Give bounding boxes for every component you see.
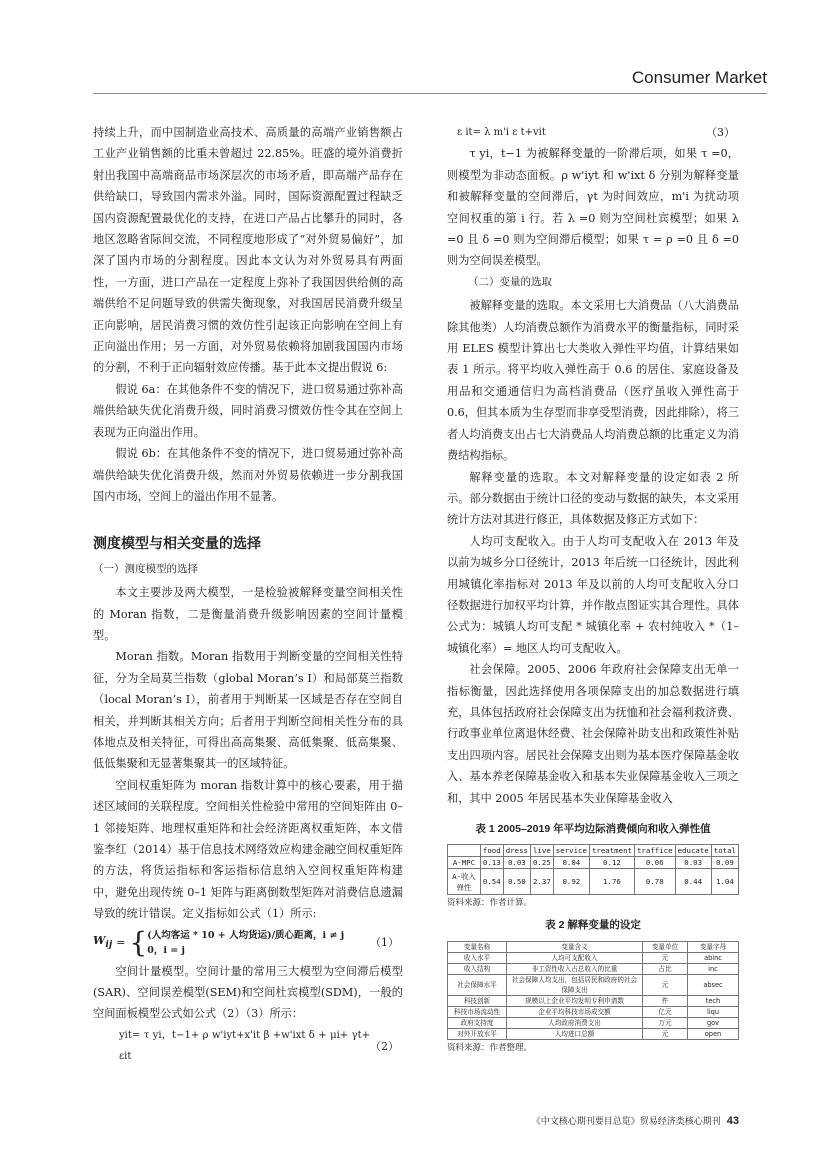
paragraph: 被解释变量的选取。本文采用七大消费品（八大消费品除其他类）人均消费总额作为消费水平的衡量指标，同时采用 ELES 模型计算出七大类收入弹性平均值，计算结果如表 1 所示。将平均收入弹性高于 0.6 的居住、家庭设备及用品和交通通信归为高档消费品（医疗虽收入弹性高于 0.6，但其本质为生存型而非享受型消费，因此排除），将三者人均消费支出占七大消费品人均消费总额的比重定义为消费结构指标。 bbox=[447, 299, 739, 463]
running-header: Consumer Market bbox=[631, 68, 767, 87]
table-cell: liqu bbox=[688, 1006, 739, 1017]
table-cell: 对外开放水平 bbox=[448, 1028, 507, 1039]
table-cell: 非工资性收入占总收入的比重 bbox=[507, 963, 643, 974]
table-1 bbox=[447, 844, 739, 895]
formula-3 bbox=[447, 122, 739, 143]
table-cell: 人均政府消费支出 bbox=[507, 1017, 643, 1028]
table-header-cell bbox=[448, 845, 481, 857]
table-row bbox=[448, 995, 739, 1006]
page-number: 43 bbox=[726, 1115, 739, 1127]
table-header-cell: 变量单位 bbox=[643, 941, 688, 952]
table-cell: 收入水平 bbox=[448, 952, 507, 963]
table-row bbox=[448, 1006, 739, 1017]
table-cell: tech bbox=[688, 995, 739, 1006]
section-title: 测度模型与相关变量的选择 bbox=[93, 535, 261, 552]
formula-number: （3） bbox=[706, 126, 735, 139]
table-cell: 0.92 bbox=[553, 869, 589, 895]
paragraph: 假说 6b：在其他条件不变的情况下，进口贸易通过弥补高端供给缺失优化消费升级，然而对外贸易依赖进一步分割我国国内市场，空间上的溢出作用不显著。 bbox=[93, 447, 403, 503]
table-cell: A-收入弹性 bbox=[448, 869, 481, 895]
table-header-cell: 变量含义 bbox=[507, 941, 643, 952]
paragraph: 空间计量模型。空间计量的常用三大模型为空间滞后模型(SAR)、空间误差模型(SEM)和空间杜宾模型(SDM)，一般的空间面板模型公式如公式（2）（3）所示： bbox=[93, 964, 403, 1021]
paragraph: 解释变量的选取。本文对解释变量的设定如表 2 所示。部分数据由于统计口径的变动与数据的缺失，本文采用统计方法对其进行修正，具体数据及修正方式如下： bbox=[447, 470, 739, 527]
paragraph: Moran 指数。Moran 指数用于判断变量的空间相关性特征，分为全局莫兰指数（global Moran’s Ⅰ）和局部莫兰指数（local Moran’s Ⅰ），前者用于判断某一区域是否存在空间自相关，并判断其相关方向；后者用于判断空间相关性分布的具体地点及相关特征，可得出高高集聚、高低集聚、低高集聚、低低集聚和无显著集聚其一的区域特征。 bbox=[93, 650, 403, 771]
table-cell: 0.04 bbox=[553, 857, 589, 869]
paragraph: τ yi，t−1 为被解释变量的一阶滞后项，如果 τ =0，则模型为非动态面板。ρ w'iyt 和 w'ixt δ 分别为解释变量和被解释变量的空间滞后，γt 为时间效应，m'i 为扰动项空间权重的第 i 行。若 λ =0 则为空间杜宾模型；如果 λ =0 且 δ =0 则为空间滞后模型；如果 τ = ρ =0 且 δ =0 则为空间误差模型。 bbox=[447, 147, 739, 268]
table-row bbox=[448, 857, 739, 869]
table-header-cell: 变量字母 bbox=[688, 941, 739, 952]
table-cell: 0.50 bbox=[503, 869, 530, 895]
left-column bbox=[93, 122, 403, 1068]
table-cell: A-MPC bbox=[448, 857, 481, 869]
right-column bbox=[447, 122, 739, 1060]
table-cell: 0.54 bbox=[480, 869, 503, 895]
paragraph: 假说 6a：在其他条件不变的情况下，进口贸易通过弥补高端供给缺失优化消费升级，同时消费习惯效仿性令其在空间上表现为正向溢出作用。 bbox=[93, 382, 403, 439]
table-cell: 收入结构 bbox=[448, 963, 507, 974]
page-footer bbox=[532, 1114, 739, 1127]
table-cell: 0.78 bbox=[634, 869, 675, 895]
table-cell: 0.12 bbox=[589, 857, 634, 869]
paragraph: 人均可支配收入。由于人均可支配收入在 2013 年及以前为城乡分口径统计，2013 年后统一口径统计，因此利用城镇化率指标对 2013 年及以前的人均可支配收入分口径数据进行加权平均计算，并作散点图证实其合理性。具体公式为：城镇人均可支配 * 城镇化率 + 农村纯收入 *（1–城镇化率）= 地区人均可支配收入。 bbox=[447, 534, 739, 655]
table-header-cell: total bbox=[711, 845, 738, 857]
table-cell: 社会保障水平 bbox=[448, 974, 507, 995]
table-cell: 1.76 bbox=[589, 869, 634, 895]
table-cell: 企业平均科技市场成交额 bbox=[507, 1006, 643, 1017]
formula-lhs: $W_{ij}$ bbox=[93, 934, 113, 951]
table-cell: 社会保障人均支出，包括居民和政府的社会保障支出 bbox=[507, 974, 643, 995]
table-header-row bbox=[448, 845, 739, 857]
table-cell: inc bbox=[688, 963, 739, 974]
table-cell: 1.04 bbox=[711, 869, 738, 895]
table-cell: 2.37 bbox=[530, 869, 553, 895]
journal-name: 《中文核心期刊要目总览》贸易经济类核心期刊 bbox=[531, 1116, 721, 1126]
table-cell: gov bbox=[688, 1017, 739, 1028]
subsection-heading: （二）变量的选取 bbox=[468, 275, 552, 288]
table-cell: 科技市场流动性 bbox=[448, 1006, 507, 1017]
paragraph: 空间权重矩阵为 moran 指数计算中的核心要素，用于描述区域间的关联程度。空间相关性检验中常用的空间矩阵由 0–1 邻接矩阵、地理权重矩阵和社会经济距离权重矩阵，本文借鉴李红（2014）基于信息技术网络效应构建金融空间权重矩阵的方法，将货运指标和客运指标信息纳入空间权重矩阵构建中，避免出现传统 0–1 矩阵与距离倒数型矩阵对消费信息遗漏导致的统计错误。定义指标如公式（1）所示: bbox=[93, 778, 403, 921]
formula-number: （1） bbox=[370, 936, 399, 950]
table-header-cell: dress bbox=[503, 845, 530, 857]
table-cell: 人均进口总额 bbox=[507, 1028, 643, 1039]
table-cell: 元 bbox=[643, 952, 688, 963]
table-cell: 占比 bbox=[643, 963, 688, 974]
table-row bbox=[448, 974, 739, 995]
table-row bbox=[448, 952, 739, 963]
table-cell: 元 bbox=[643, 974, 688, 995]
formula-2 bbox=[93, 1025, 403, 1068]
table-header-cell: educate bbox=[675, 845, 711, 857]
formula-1: $W_{ij}$ = { (人均客运 * 10 + 人均货运)/质心距离，i ≠ j 0，i = j （1） bbox=[93, 925, 403, 961]
table-header-cell: service bbox=[553, 845, 589, 857]
table-1-title: 表 1 2005–2019 年平均边际消费倾向和收入弹性值 bbox=[475, 823, 711, 835]
table-header-cell: 变量名称 bbox=[448, 941, 507, 952]
table-cell: abinc bbox=[688, 952, 739, 963]
table-row bbox=[448, 1017, 739, 1028]
table-row bbox=[448, 963, 739, 974]
table-cell: 规模以上企业平均发明专利申请数 bbox=[507, 995, 643, 1006]
subsection-heading: （一）测度模型的选择 bbox=[93, 562, 198, 575]
table-cell: 万元 bbox=[643, 1017, 688, 1028]
table-row bbox=[448, 1028, 739, 1039]
table-cell: absec bbox=[688, 974, 739, 995]
formula-number: （2） bbox=[370, 1039, 399, 1053]
table-cell: 科技创新 bbox=[448, 995, 507, 1006]
table-2-title: 表 2 解释变量的设定 bbox=[545, 919, 641, 932]
paragraph: 持续上升，而中国制造业高技术、高质量的高端产业销售额占工业产业销售额的比重未曾超过 22.85%。旺盛的境外消费折射出我国中高端商品市场深层次的市场矛盾，即高端产品存在供给缺口，导致国内需求外溢。同时，国际资源配置过程缺乏国内资源配置最优化的支持，在进口产品占比攀升的同时，各地区忽略省际间交流，不同程度地形成了“对外贸易偏好”，加深了国内市场的分割程度。因此本文认为对外贸易具有两面性，一方面，进口产品在一定程度上弥补了我国因供给侧的高端供给不足问题导致的供需失衡现象，对我国居民消费升级呈正向影响，居民消费习惯的效仿性引起该正向影响在空间上有正向溢出作用；另一方面，对外贸易依赖将加剧我国国内市场的分割，不利于正向辐射效应传播。基于此本文提出假说 6: bbox=[93, 126, 403, 375]
table-header-cell: live bbox=[530, 845, 553, 857]
table-cell: 件 bbox=[643, 995, 688, 1006]
table-cell: 0.09 bbox=[711, 857, 738, 869]
formula-body: yit= τ yi，t−1+ ρ w'iyt+x'it β +w'ixt δ + μi+ γt+ εit bbox=[119, 1029, 370, 1063]
formula-case: 0，i = j bbox=[147, 944, 185, 956]
table-cell: 0.25 bbox=[530, 857, 553, 869]
table-1-source: 资料来源：作者计算。 bbox=[447, 898, 533, 909]
paragraph: 本文主要涉及两大模型，一是检验被解释变量空间相关性的 Moran 指数，二是衡量消费升级影响因素的空间计量模型。 bbox=[93, 586, 403, 642]
table-cell: 元 bbox=[643, 1028, 688, 1039]
table-cell: 人均可支配收入 bbox=[507, 952, 643, 963]
formula-case: (人均客运 * 10 + 人均货运)/质心距离，i ≠ j bbox=[147, 929, 345, 941]
table-header-row bbox=[448, 941, 739, 952]
header-rule bbox=[93, 93, 767, 94]
table-cell: 政府支持度 bbox=[448, 1017, 507, 1028]
table-header-cell: traffice bbox=[634, 845, 675, 857]
table-row bbox=[448, 869, 739, 895]
table-header-cell: food bbox=[480, 845, 503, 857]
table-cell: open bbox=[688, 1028, 739, 1039]
formula-body: ε it= λ m'i ε t+vit bbox=[457, 127, 546, 138]
table-cell: 0.13 bbox=[480, 857, 503, 869]
table-cell: 0.44 bbox=[675, 869, 711, 895]
table-cell: 0.06 bbox=[634, 857, 675, 869]
table-cell: 0.03 bbox=[675, 857, 711, 869]
paragraph: 社会保障。2005、2006 年政府社会保障支出无单一指标衡量，因此选择使用各项保障支出的加总数据进行填充，具体包括政府社会保障支出为抚恤和社会福利救济费、行政事业单位离退休经费、社会保障补助支出和政策性补贴支出四项内容。居民社会保障支出则为基本医疗保障基金收入、基本养老保障基金收入和基本失业保障基金收入三项之和，其中 2005 年居民基本失业保障基金收入 bbox=[447, 663, 739, 805]
table-header-cell: treatment bbox=[589, 845, 634, 857]
table-2-source: 资料来源：作者整理。 bbox=[447, 1042, 533, 1053]
table-cell: 0.03 bbox=[503, 857, 530, 869]
table-cell: 亿元 bbox=[643, 1006, 688, 1017]
table-2 bbox=[447, 941, 739, 1040]
